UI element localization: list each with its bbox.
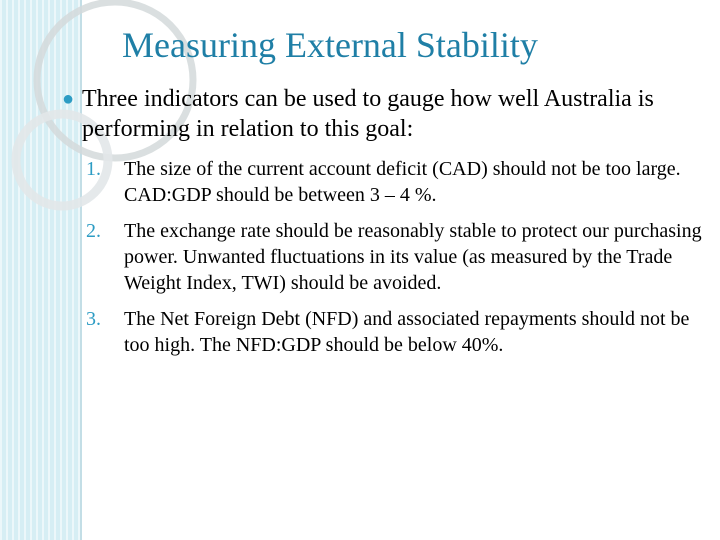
list-item xyxy=(62,156,702,208)
list-number: 3. xyxy=(86,308,101,330)
intro-bullet xyxy=(62,84,702,144)
list-item-text: The Net Foreign Debt (NFD) and associated repayments should not be too high. The NFD:GDP should be below 40%. xyxy=(124,308,690,356)
bullet-dot-icon: ● xyxy=(62,88,75,110)
slide-title: Measuring External Stability xyxy=(122,25,538,65)
list-item xyxy=(62,218,702,296)
list-item xyxy=(62,306,702,358)
list-number: 1. xyxy=(86,158,101,180)
list-item-text: The size of the current account deficit (CAD) should not be too large. CAD:GDP should be between 3 – 4 %. xyxy=(124,158,681,206)
list-number: 2. xyxy=(86,220,101,242)
intro-text: Three indicators can be used to gauge how well Australia is performing in relation to this goal: xyxy=(82,86,654,142)
slide-body xyxy=(62,84,702,368)
indicator-list xyxy=(62,156,702,358)
list-item-text: The exchange rate should be reasonably stable to protect our purchasing power. Unwanted fluctuations in its value (as measured by the Trade Weight Index, TWI) should be avoided. xyxy=(124,220,702,294)
